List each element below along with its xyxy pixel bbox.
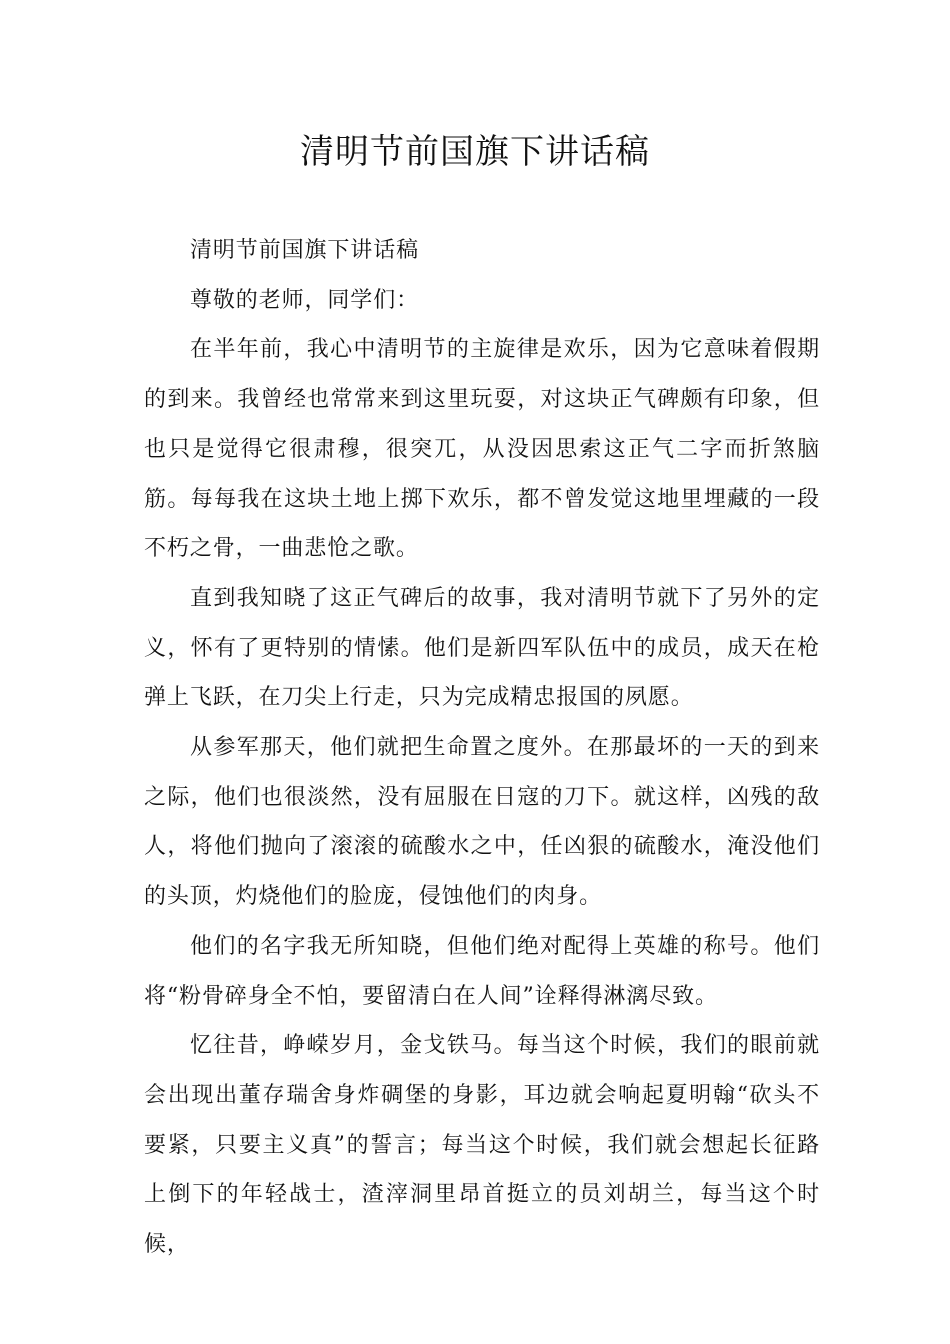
paragraph-salutation: 尊敬的老师，同学们：	[190, 287, 420, 313]
document-title: 清明节前国旗下讲话稿	[300, 132, 650, 172]
paragraph-heading: 清明节前国旗下讲话稿	[190, 238, 420, 263]
paragraph: 忆往昔，峥嵘岁月，金戈铁马。每当这个时候，我们的眼前就会出现出董存瑞舍身炸碉堡的身影，耳边就会响起夏明翰“砍头不要紧，只要主义真”的誓言；每当这个时候，我们就会想起长征路上倒下的年轻战士，渣滓洞里昂首挺立的员刘胡兰，每当这个时候，	[144, 1033, 820, 1258]
document-body	[144, 226, 820, 1270]
paragraph: 在半年前，我心中清明节的主旋律是欢乐，因为它意味着假期的到来。我曾经也常常来到这里玩耍，对这块正气碑颇有印象，但也只是觉得它很肃穆，很突兀，从没因思索这正气二字而折煞脑筋。每每我在这块土地上掷下欢乐，都不曾发觉这地里埋藏的一段不朽之骨，一曲悲怆之歌。	[144, 337, 820, 562]
paragraph: 他们的名字我无所知晓，但他们绝对配得上英雄的称号。他们将“粉骨碎身全不怕，要留清白在人间”诠释得淋漓尽致。	[144, 933, 820, 1009]
paragraph: 从参军那天，他们就把生命置之度外。在那最坏的一天的到来之际，他们也很淡然，没有屈服在日寇的刀下。就这样，凶残的敌人，将他们抛向了滚滚的硫酸水之中，任凶狠的硫酸水，淹没他们的头顶，灼烧他们的脸庞，侵蚀他们的肉身。	[144, 735, 820, 910]
paragraph: 直到我知晓了这正气碑后的故事，我对清明节就下了另外的定义，怀有了更特别的情愫。他们是新四军队伍中的成员，成天在枪弹上飞跃，在刀尖上行走，只为完成精忠报国的夙愿。	[144, 585, 820, 711]
